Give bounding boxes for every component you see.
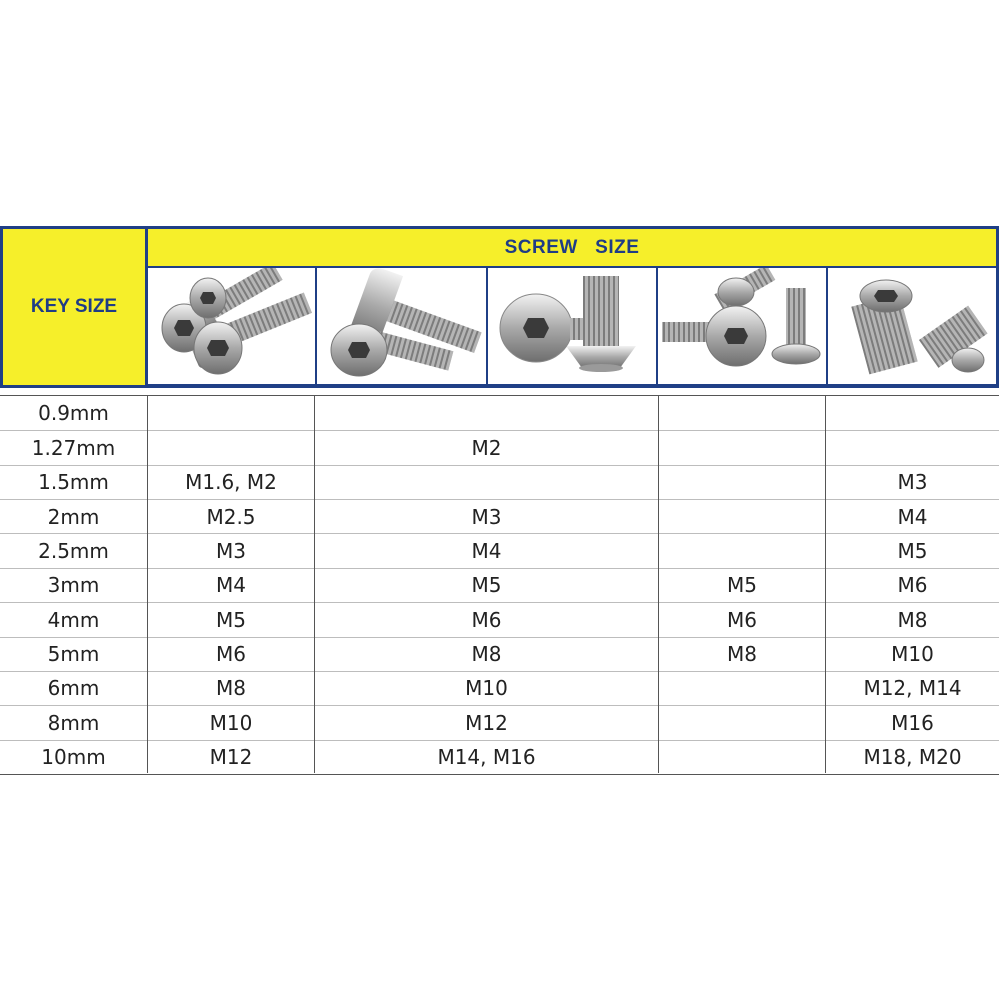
flange-button-size-cell: M5 xyxy=(727,573,757,598)
set-screw-size-cell: M12, M14 xyxy=(863,676,962,701)
button-countersunk-size-cell: M8 xyxy=(471,642,502,667)
set-screw-size-cell: M6 xyxy=(897,573,928,598)
set-screw-size-cell: M4 xyxy=(897,504,928,529)
column-divider xyxy=(314,395,315,773)
socket-cap-size-cell xyxy=(148,396,314,430)
set-screw-image xyxy=(828,268,996,384)
button-countersunk-size-cell: M10 xyxy=(465,676,508,701)
socket-cap-size-cell: M12 xyxy=(209,745,253,770)
button-head-screw-image xyxy=(317,268,486,384)
flange-button-size-cell: M6 xyxy=(727,607,757,632)
socket-cap-size-cell: M8 xyxy=(216,676,246,701)
set-screw-size-cell xyxy=(826,431,999,464)
screw-size-header: SCREW SIZE xyxy=(148,229,996,266)
table-row xyxy=(0,705,999,739)
column-divider xyxy=(147,395,148,773)
table-row xyxy=(0,396,999,430)
socket-cap-size-cell: M6 xyxy=(216,642,246,667)
table-row xyxy=(0,430,999,464)
key-size-cell: 10mm xyxy=(41,745,106,770)
set-screw-size-cell: M18, M20 xyxy=(863,745,962,770)
table-row xyxy=(0,499,999,533)
table-row xyxy=(0,740,999,774)
flange-button-size-cell xyxy=(659,396,825,430)
column-divider xyxy=(825,395,826,773)
key-size-cell: 0.9mm xyxy=(38,401,109,425)
key-size-cell: 2.5mm xyxy=(38,538,109,563)
key-size-table xyxy=(0,395,999,775)
set-screw-size-cell: M3 xyxy=(897,470,928,495)
button-countersunk-size-cell xyxy=(315,396,658,430)
socket-cap-size-cell: M10 xyxy=(209,710,253,735)
table-row xyxy=(0,637,999,671)
flange-button-size-cell xyxy=(659,466,825,499)
key-size-cell: 8mm xyxy=(47,710,100,735)
set-screw-size-cell: M8 xyxy=(897,607,928,632)
key-size-cell: 1.27mm xyxy=(31,435,116,460)
socket-cap-size-cell xyxy=(148,431,314,464)
button-countersunk-size-cell: M12 xyxy=(465,710,508,735)
button-countersunk-size-cell xyxy=(315,466,658,499)
button-countersunk-size-cell: M5 xyxy=(471,573,502,598)
socket-cap-size-cell: M3 xyxy=(216,538,246,563)
key-size-cell: 6mm xyxy=(47,676,100,701)
key-size-cell: 4mm xyxy=(47,607,100,632)
flange-button-size-cell xyxy=(659,534,825,567)
socket-cap-size-cell: M4 xyxy=(216,573,246,598)
table-row xyxy=(0,533,999,567)
key-size-header: KEY SIZE xyxy=(3,229,145,385)
socket-cap-size-cell: M1.6, M2 xyxy=(185,470,277,495)
button-countersunk-size-cell: M6 xyxy=(471,607,502,632)
flat-countersunk-screw-image xyxy=(488,268,656,384)
flange-button-size-cell xyxy=(659,741,825,774)
flange-button-size-cell xyxy=(659,672,825,705)
table-row xyxy=(0,602,999,636)
table-row xyxy=(0,465,999,499)
button-countersunk-size-cell: M3 xyxy=(471,504,502,529)
column-divider xyxy=(658,395,659,773)
flange-button-size-cell xyxy=(659,500,825,533)
socket-head-cap-screw-image xyxy=(148,268,315,384)
socket-cap-size-cell: M5 xyxy=(216,607,246,632)
set-screw-size-cell: M10 xyxy=(891,642,934,667)
key-size-cell: 3mm xyxy=(47,573,100,598)
table-header xyxy=(0,226,999,388)
set-screw-size-cell: M16 xyxy=(891,710,934,735)
key-size-cell: 5mm xyxy=(47,642,100,667)
key-size-cell: 2mm xyxy=(47,504,100,529)
button-countersunk-size-cell: M14, M16 xyxy=(437,745,536,770)
set-screw-size-cell: M5 xyxy=(897,538,928,563)
table-row xyxy=(0,568,999,602)
flange-button-size-cell: M8 xyxy=(727,642,757,667)
flange-button-size-cell xyxy=(659,431,825,464)
button-countersunk-size-cell: M4 xyxy=(471,538,502,563)
flange-button-size-cell xyxy=(659,706,825,739)
set-screw-size-cell xyxy=(826,396,999,430)
socket-cap-size-cell: M2.5 xyxy=(206,504,256,529)
button-countersunk-size-cell: M2 xyxy=(471,435,502,460)
flange-button-screw-image xyxy=(658,268,826,384)
key-size-cell: 1.5mm xyxy=(38,470,109,495)
table-row xyxy=(0,671,999,705)
